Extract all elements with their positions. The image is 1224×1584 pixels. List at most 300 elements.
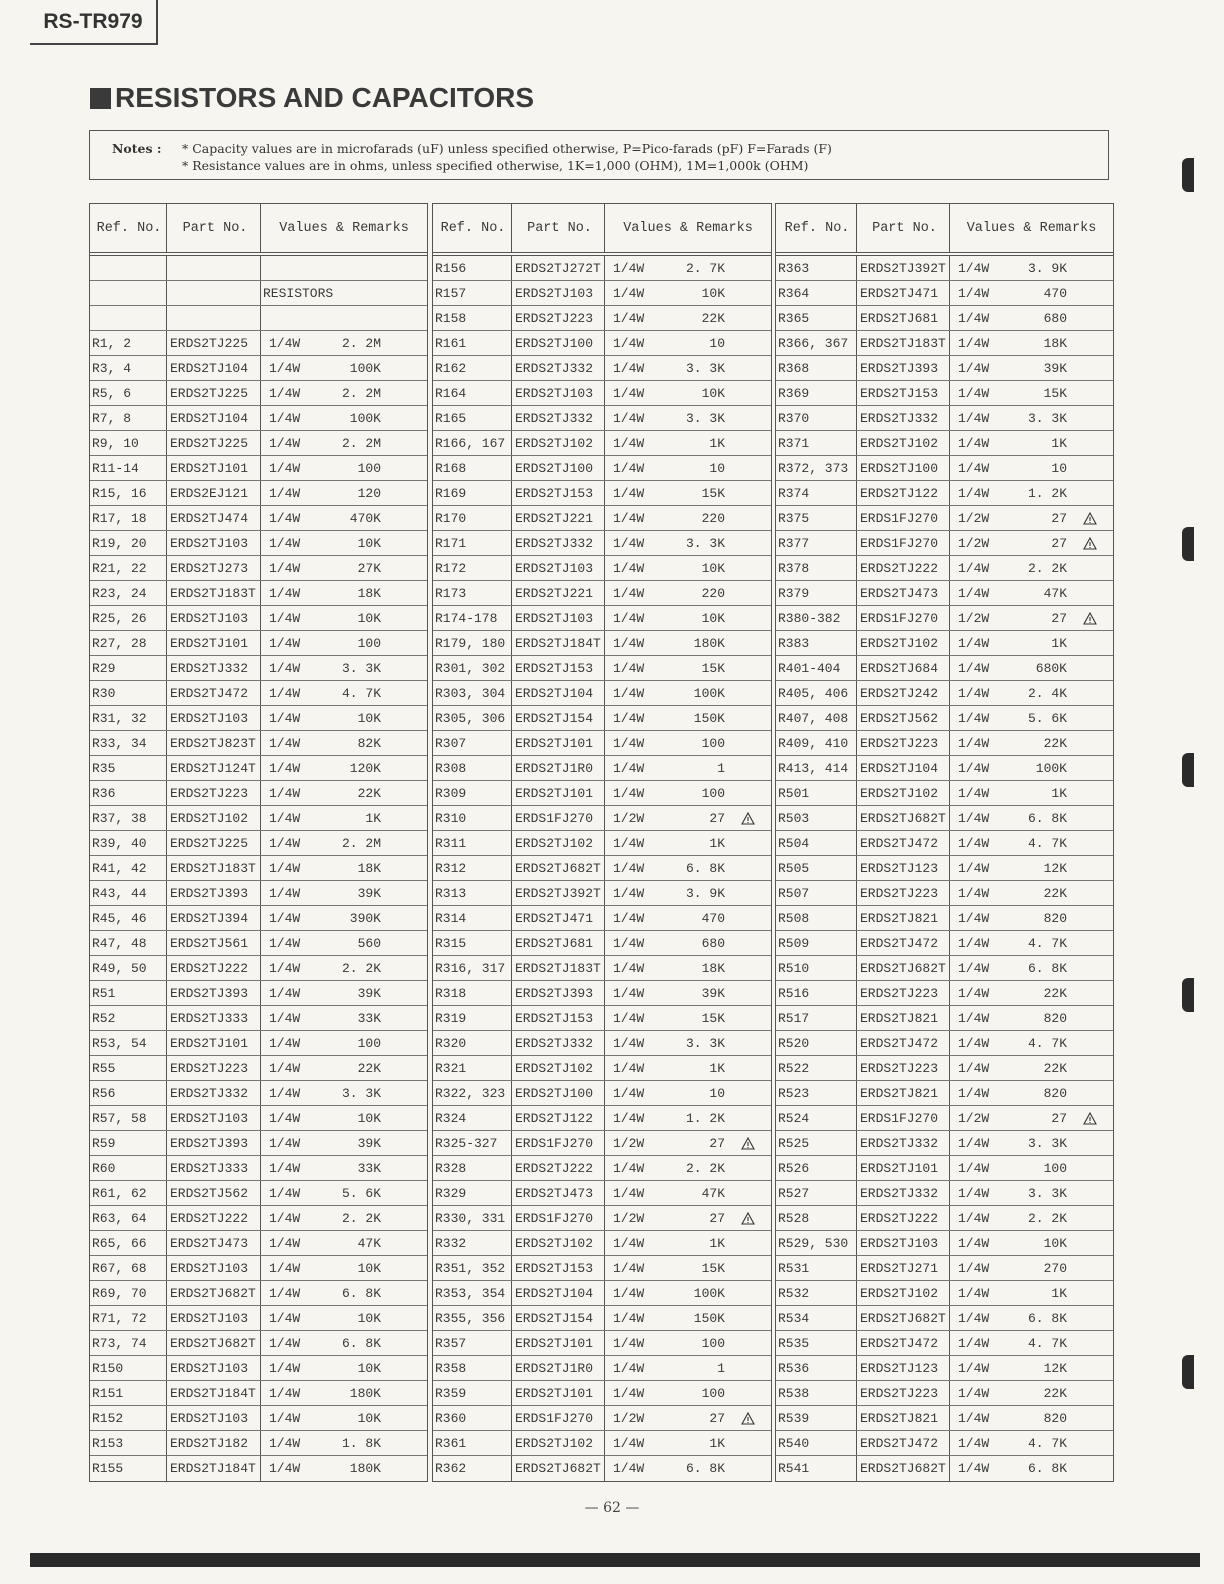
wattage: 1/4W bbox=[269, 1410, 301, 1426]
table-row bbox=[776, 331, 1113, 356]
table-row bbox=[433, 631, 771, 656]
wattage: 1/4W bbox=[613, 660, 645, 676]
table-row bbox=[90, 1381, 427, 1406]
resistance: 39K bbox=[357, 885, 381, 901]
ref-no: R528 bbox=[776, 1206, 857, 1230]
table-row bbox=[90, 1131, 427, 1156]
resistance: 560 bbox=[357, 935, 381, 951]
wattage: 1/4W bbox=[269, 385, 301, 401]
wattage: 1/4W bbox=[269, 1110, 301, 1126]
ref-no: R165 bbox=[433, 406, 512, 430]
resistance: 100 bbox=[357, 1035, 381, 1051]
table-row bbox=[433, 1406, 771, 1431]
values-remarks bbox=[261, 506, 427, 530]
wattage: 1/4W bbox=[958, 1210, 990, 1226]
part-no: ERDS2TJ123 bbox=[857, 856, 950, 880]
wattage: 1/4W bbox=[958, 1060, 990, 1076]
ref-no: R301, 302 bbox=[433, 656, 512, 680]
part-no: ERDS2TJ101 bbox=[857, 1156, 950, 1180]
safety-warning-icon bbox=[741, 812, 755, 825]
resistance: 6. 8K bbox=[341, 1335, 381, 1351]
table-row bbox=[776, 431, 1113, 456]
resistance: 82K bbox=[357, 735, 381, 751]
wattage: 1/2W bbox=[613, 1410, 645, 1426]
ref-no: R173 bbox=[433, 581, 512, 605]
table-row bbox=[433, 1106, 771, 1131]
values-remarks bbox=[950, 1181, 1113, 1205]
ref-no: R63, 64 bbox=[90, 1206, 167, 1230]
resistance: 2. 2M bbox=[341, 385, 381, 401]
resistance: 1. 8K bbox=[341, 1435, 381, 1451]
ref-no: R523 bbox=[776, 1081, 857, 1105]
wattage: 1/4W bbox=[613, 1335, 645, 1351]
table-row bbox=[433, 906, 771, 931]
wattage: 1/4W bbox=[613, 760, 645, 776]
table-row bbox=[433, 1056, 771, 1081]
part-no: ERDS2TJ684 bbox=[857, 656, 950, 680]
resistance: 820 bbox=[1043, 1010, 1067, 1026]
table-row bbox=[433, 781, 771, 806]
wattage: 1/4W bbox=[613, 260, 645, 276]
table-header bbox=[433, 204, 771, 256]
values-remarks bbox=[950, 606, 1113, 630]
part-no: ERDS2TJ473 bbox=[512, 1181, 605, 1205]
values-remarks bbox=[605, 1081, 771, 1105]
part-no: ERDS2TJ102 bbox=[512, 1056, 605, 1080]
part-no: ERDS2TJ821 bbox=[857, 1006, 950, 1030]
values-remarks bbox=[950, 631, 1113, 655]
part-no: ERDS2TJ242 bbox=[857, 681, 950, 705]
values-remarks bbox=[605, 1381, 771, 1405]
ref-no: R303, 304 bbox=[433, 681, 512, 705]
resistance: 1 bbox=[717, 760, 725, 776]
values-remarks bbox=[950, 281, 1113, 305]
resistance: 10K bbox=[701, 285, 725, 301]
resistance: 18K bbox=[357, 585, 381, 601]
part-no: ERDS2TJ393 bbox=[857, 356, 950, 380]
resistance: 22K bbox=[357, 1060, 381, 1076]
ref-no: R39, 40 bbox=[90, 831, 167, 855]
values-remarks bbox=[605, 906, 771, 930]
resistance: 33K bbox=[357, 1160, 381, 1176]
ref-no: R71, 72 bbox=[90, 1306, 167, 1330]
wattage: 1/4W bbox=[958, 960, 990, 976]
table-row bbox=[90, 1406, 427, 1431]
values-remarks bbox=[261, 1406, 427, 1430]
values-remarks bbox=[605, 506, 771, 530]
ref-no: R27, 28 bbox=[90, 631, 167, 655]
table-row bbox=[776, 1381, 1113, 1406]
part-no: ERDS1FJ270 bbox=[512, 1406, 605, 1430]
resistance: 12K bbox=[1043, 860, 1067, 876]
resistance: 3. 3K bbox=[1027, 410, 1067, 426]
table-row bbox=[90, 1206, 427, 1231]
ref-no: R353, 354 bbox=[433, 1281, 512, 1305]
part-no: ERDS2TJ124T bbox=[167, 756, 261, 780]
resistance: 2. 2M bbox=[341, 435, 381, 451]
table-row bbox=[776, 456, 1113, 481]
resistance: 27 bbox=[709, 1410, 725, 1426]
wattage: 1/4W bbox=[958, 685, 990, 701]
values-remarks bbox=[261, 1231, 427, 1255]
resistance: 27 bbox=[709, 810, 725, 826]
wattage: 1/4W bbox=[958, 985, 990, 1001]
values-remarks bbox=[605, 931, 771, 955]
wattage: 1/4W bbox=[958, 460, 990, 476]
wattage: 1/4W bbox=[958, 1235, 990, 1251]
ref-no: R155 bbox=[90, 1456, 167, 1481]
table-row bbox=[433, 431, 771, 456]
values-remarks bbox=[605, 1356, 771, 1380]
resistance: 4. 7K bbox=[1027, 835, 1067, 851]
wattage: 1/4W bbox=[958, 1360, 990, 1376]
part-no: ERDS2TJ153 bbox=[512, 1006, 605, 1030]
table-row bbox=[433, 656, 771, 681]
wattage: 1/4W bbox=[958, 810, 990, 826]
values-remarks bbox=[605, 1206, 771, 1230]
part-no bbox=[167, 256, 261, 280]
ref-no: R170 bbox=[433, 506, 512, 530]
resistance: 3. 3K bbox=[685, 535, 725, 551]
wattage: 1/4W bbox=[613, 710, 645, 726]
ref-no: R169 bbox=[433, 481, 512, 505]
table-row bbox=[776, 531, 1113, 556]
values-remarks bbox=[261, 356, 427, 380]
part-no: ERDS2TJ122 bbox=[512, 1106, 605, 1130]
values-remarks bbox=[605, 1256, 771, 1280]
resistance: 470 bbox=[1043, 285, 1067, 301]
resistance: 10K bbox=[357, 1310, 381, 1326]
ref-no: R1, 2 bbox=[90, 331, 167, 355]
table-row bbox=[776, 1056, 1113, 1081]
part-no: ERDS2TJ225 bbox=[167, 331, 261, 355]
resistance: 100K bbox=[349, 360, 381, 376]
values-remarks bbox=[261, 1431, 427, 1455]
part-no: ERDS2TJ682T bbox=[857, 1306, 950, 1330]
values-remarks bbox=[605, 281, 771, 305]
resistance: 6. 8K bbox=[1027, 960, 1067, 976]
part-no: ERDS2TJ682T bbox=[857, 1456, 950, 1481]
table-row bbox=[433, 806, 771, 831]
resistance: 100K bbox=[693, 1285, 725, 1301]
resistance: 120 bbox=[357, 485, 381, 501]
ref-no: R156 bbox=[433, 256, 512, 280]
part-no: ERDS2TJ681 bbox=[512, 931, 605, 955]
page-number: — 62 — bbox=[584, 1500, 640, 1516]
wattage: 1/4W bbox=[958, 1085, 990, 1101]
part-no: ERDS2TJ332 bbox=[167, 1081, 261, 1105]
table-row bbox=[776, 1206, 1113, 1231]
table-row bbox=[433, 256, 771, 281]
values-remarks bbox=[605, 781, 771, 805]
values-remarks bbox=[261, 756, 427, 780]
part-no: ERDS2TJ225 bbox=[167, 831, 261, 855]
values-remarks bbox=[950, 906, 1113, 930]
wattage: 1/4W bbox=[269, 860, 301, 876]
resistance: 3. 3K bbox=[685, 1035, 725, 1051]
binder-hole-2 bbox=[1182, 527, 1194, 561]
table-row bbox=[433, 581, 771, 606]
table-row bbox=[90, 1231, 427, 1256]
table-row bbox=[433, 531, 771, 556]
table-row bbox=[90, 906, 427, 931]
ref-no: R53, 54 bbox=[90, 1031, 167, 1055]
values-remarks bbox=[261, 656, 427, 680]
values-remarks bbox=[261, 1281, 427, 1305]
table-row bbox=[90, 806, 427, 831]
part-no: ERDS2TJ271 bbox=[857, 1256, 950, 1280]
wattage: 1/4W bbox=[269, 435, 301, 451]
table-row bbox=[776, 306, 1113, 331]
values-remarks bbox=[261, 1006, 427, 1030]
resistance: 10 bbox=[709, 335, 725, 351]
part-no: ERDS2TJ103 bbox=[167, 1256, 261, 1280]
table-row bbox=[433, 1381, 771, 1406]
values-remarks bbox=[605, 631, 771, 655]
values-remarks bbox=[261, 556, 427, 580]
wattage: 1/4W bbox=[958, 410, 990, 426]
wattage: 1/4W bbox=[269, 460, 301, 476]
table-row bbox=[776, 1306, 1113, 1331]
wattage: 1/4W bbox=[613, 785, 645, 801]
part-no: ERDS2TJ332 bbox=[512, 1031, 605, 1055]
table-row bbox=[90, 356, 427, 381]
part-no: ERDS2TJ101 bbox=[167, 631, 261, 655]
resistance: 2. 2M bbox=[341, 335, 381, 351]
part-no: ERDS2TJ332 bbox=[857, 1181, 950, 1205]
table-row bbox=[433, 1356, 771, 1381]
values-remarks bbox=[605, 956, 771, 980]
part-no: ERDS2TJ823T bbox=[167, 731, 261, 755]
wattage: 1/4W bbox=[269, 1010, 301, 1026]
resistance: 4. 7K bbox=[341, 685, 381, 701]
wattage: 1/4W bbox=[613, 485, 645, 501]
wattage: 1/4W bbox=[958, 885, 990, 901]
resistance: 10K bbox=[701, 385, 725, 401]
values-remarks bbox=[261, 806, 427, 830]
ref-no: R364 bbox=[776, 281, 857, 305]
ref-no: R527 bbox=[776, 1181, 857, 1205]
part-no: ERDS2TJ561 bbox=[167, 931, 261, 955]
binder-hole-3 bbox=[1182, 753, 1194, 787]
table-row bbox=[776, 756, 1113, 781]
part-no: ERDS2TJ103 bbox=[167, 1406, 261, 1430]
resistance: 390K bbox=[349, 910, 381, 926]
resistance: 180K bbox=[349, 1461, 381, 1476]
table-row bbox=[433, 356, 771, 381]
wattage: 1/2W bbox=[613, 1210, 645, 1226]
table-row bbox=[776, 256, 1113, 281]
resistance: 2. 7K bbox=[685, 260, 725, 276]
resistance: 3. 9K bbox=[1027, 260, 1067, 276]
wattage: 1/4W bbox=[269, 935, 301, 951]
resistance: 10K bbox=[357, 1360, 381, 1376]
wattage: 1/4W bbox=[958, 435, 990, 451]
table-row bbox=[776, 1431, 1113, 1456]
resistance: 27 bbox=[1051, 1110, 1067, 1126]
part-no: ERDS2TJ103 bbox=[857, 1231, 950, 1255]
wattage: 1/4W bbox=[958, 1285, 990, 1301]
header-ref: Ref. No. bbox=[776, 204, 857, 252]
wattage: 1/4W bbox=[269, 1035, 301, 1051]
values-remarks bbox=[950, 481, 1113, 505]
wattage: 1/4W bbox=[269, 485, 301, 501]
wattage: 1/4W bbox=[958, 1135, 990, 1151]
values-remarks bbox=[261, 456, 427, 480]
values-remarks bbox=[950, 831, 1113, 855]
values-remarks bbox=[261, 331, 427, 355]
values-remarks bbox=[950, 431, 1113, 455]
wattage: 1/4W bbox=[269, 1285, 301, 1301]
ref-no: R305, 306 bbox=[433, 706, 512, 730]
resistance: 1 bbox=[717, 1360, 725, 1376]
part-no: ERDS2TJ153 bbox=[512, 481, 605, 505]
wattage: 1/4W bbox=[269, 885, 301, 901]
values-remarks bbox=[261, 281, 427, 305]
resistance: 15K bbox=[1043, 385, 1067, 401]
table-row bbox=[776, 556, 1113, 581]
ref-no: R368 bbox=[776, 356, 857, 380]
wattage: 1/4W bbox=[613, 1160, 645, 1176]
resistance: 47K bbox=[701, 1185, 725, 1201]
wattage: 1/4W bbox=[958, 735, 990, 751]
resistance: 15K bbox=[701, 485, 725, 501]
wattage: 1/4W bbox=[613, 910, 645, 926]
table-row bbox=[776, 656, 1113, 681]
part-no: ERDS2TJ104 bbox=[167, 356, 261, 380]
wattage: 1/4W bbox=[269, 510, 301, 526]
wattage: 1/4W bbox=[958, 260, 990, 276]
ref-no: R371 bbox=[776, 431, 857, 455]
part-no: ERDS2TJ101 bbox=[167, 1031, 261, 1055]
resistance: 1K bbox=[709, 835, 725, 851]
safety-warning-icon bbox=[741, 1412, 755, 1425]
values-remarks bbox=[261, 1206, 427, 1230]
ref-no: R37, 38 bbox=[90, 806, 167, 830]
table-row bbox=[90, 756, 427, 781]
wattage: 1/4W bbox=[613, 1060, 645, 1076]
wattage: 1/4W bbox=[958, 860, 990, 876]
ref-no: R526 bbox=[776, 1156, 857, 1180]
ref-no: R540 bbox=[776, 1431, 857, 1455]
ref-no: R522 bbox=[776, 1056, 857, 1080]
ref-no: R380-382 bbox=[776, 606, 857, 630]
ref-no: R11-14 bbox=[90, 456, 167, 480]
table-row bbox=[90, 306, 427, 331]
ref-no: R17, 18 bbox=[90, 506, 167, 530]
values-remarks bbox=[605, 656, 771, 680]
ref-no: R166, 167 bbox=[433, 431, 512, 455]
ref-no: R65, 66 bbox=[90, 1231, 167, 1255]
wattage: 1/4W bbox=[613, 385, 645, 401]
wattage: 1/4W bbox=[269, 1210, 301, 1226]
values-remarks bbox=[605, 1231, 771, 1255]
table-row bbox=[90, 506, 427, 531]
part-no: ERDS2TJ183T bbox=[167, 856, 261, 880]
values-remarks bbox=[950, 756, 1113, 780]
wattage: 1/2W bbox=[958, 535, 990, 551]
part-no: ERDS2TJ332 bbox=[857, 1131, 950, 1155]
wattage: 1/4W bbox=[613, 1435, 645, 1451]
table-row bbox=[90, 381, 427, 406]
resistance: 100K bbox=[1035, 760, 1067, 776]
safety-warning-icon bbox=[1083, 512, 1097, 525]
table-row bbox=[90, 581, 427, 606]
section-label: RESISTORS bbox=[263, 285, 334, 301]
values-remarks bbox=[605, 1031, 771, 1055]
resistance: 39K bbox=[701, 985, 725, 1001]
ref-no: R532 bbox=[776, 1281, 857, 1305]
resistance: 6. 8K bbox=[341, 1285, 381, 1301]
wattage: 1/4W bbox=[613, 1010, 645, 1026]
part-no: ERDS2TJ681 bbox=[857, 306, 950, 330]
values-remarks bbox=[950, 656, 1113, 680]
resistance: 22K bbox=[701, 310, 725, 326]
values-remarks bbox=[261, 256, 427, 280]
table-row bbox=[433, 681, 771, 706]
values-remarks bbox=[605, 556, 771, 580]
resistance: 3. 3K bbox=[685, 410, 725, 426]
values-remarks bbox=[605, 706, 771, 730]
wattage: 1/4W bbox=[269, 1435, 301, 1451]
ref-no: R360 bbox=[433, 1406, 512, 1430]
table-row bbox=[776, 506, 1113, 531]
wattage: 1/4W bbox=[269, 1135, 301, 1151]
wattage: 1/4W bbox=[269, 1385, 301, 1401]
part-no: ERDS2TJ101 bbox=[512, 731, 605, 755]
part-no: ERDS2TJ222 bbox=[512, 1156, 605, 1180]
resistance: 1K bbox=[365, 810, 381, 826]
part-no: ERDS2TJ103 bbox=[167, 706, 261, 730]
values-remarks bbox=[261, 306, 427, 330]
ref-no: R503 bbox=[776, 806, 857, 830]
table-row bbox=[90, 1256, 427, 1281]
values-remarks bbox=[950, 1006, 1113, 1030]
table-row bbox=[433, 856, 771, 881]
part-no: ERDS2TJ473 bbox=[167, 1231, 261, 1255]
part-no: ERDS2TJ332 bbox=[512, 406, 605, 430]
resistance: 680K bbox=[1035, 660, 1067, 676]
ref-no: R315 bbox=[433, 931, 512, 955]
resistance: 100 bbox=[1043, 1160, 1067, 1176]
ref-no: R150 bbox=[90, 1356, 167, 1380]
resistance: 18K bbox=[357, 860, 381, 876]
table-row bbox=[433, 456, 771, 481]
table-row bbox=[433, 1331, 771, 1356]
parts-table-1 bbox=[89, 203, 428, 1482]
resistance: 5. 6K bbox=[341, 1185, 381, 1201]
table-row bbox=[433, 706, 771, 731]
resistance: 1K bbox=[1051, 1285, 1067, 1301]
table-row bbox=[776, 1156, 1113, 1181]
wattage: 1/4W bbox=[958, 835, 990, 851]
values-remarks bbox=[950, 1156, 1113, 1180]
ref-no: R524 bbox=[776, 1106, 857, 1130]
ref-no: R375 bbox=[776, 506, 857, 530]
resistance: 4. 7K bbox=[1027, 1435, 1067, 1451]
table-row bbox=[90, 1431, 427, 1456]
table-row bbox=[776, 881, 1113, 906]
values-remarks bbox=[605, 981, 771, 1005]
part-no: ERDS2TJ102 bbox=[512, 831, 605, 855]
table-row bbox=[90, 1006, 427, 1031]
part-no: ERDS2TJ100 bbox=[512, 331, 605, 355]
table-row bbox=[776, 806, 1113, 831]
part-no: ERDS2TJ221 bbox=[512, 581, 605, 605]
ref-no: R325-327 bbox=[433, 1131, 512, 1155]
ref-no: R56 bbox=[90, 1081, 167, 1105]
values-remarks bbox=[261, 381, 427, 405]
